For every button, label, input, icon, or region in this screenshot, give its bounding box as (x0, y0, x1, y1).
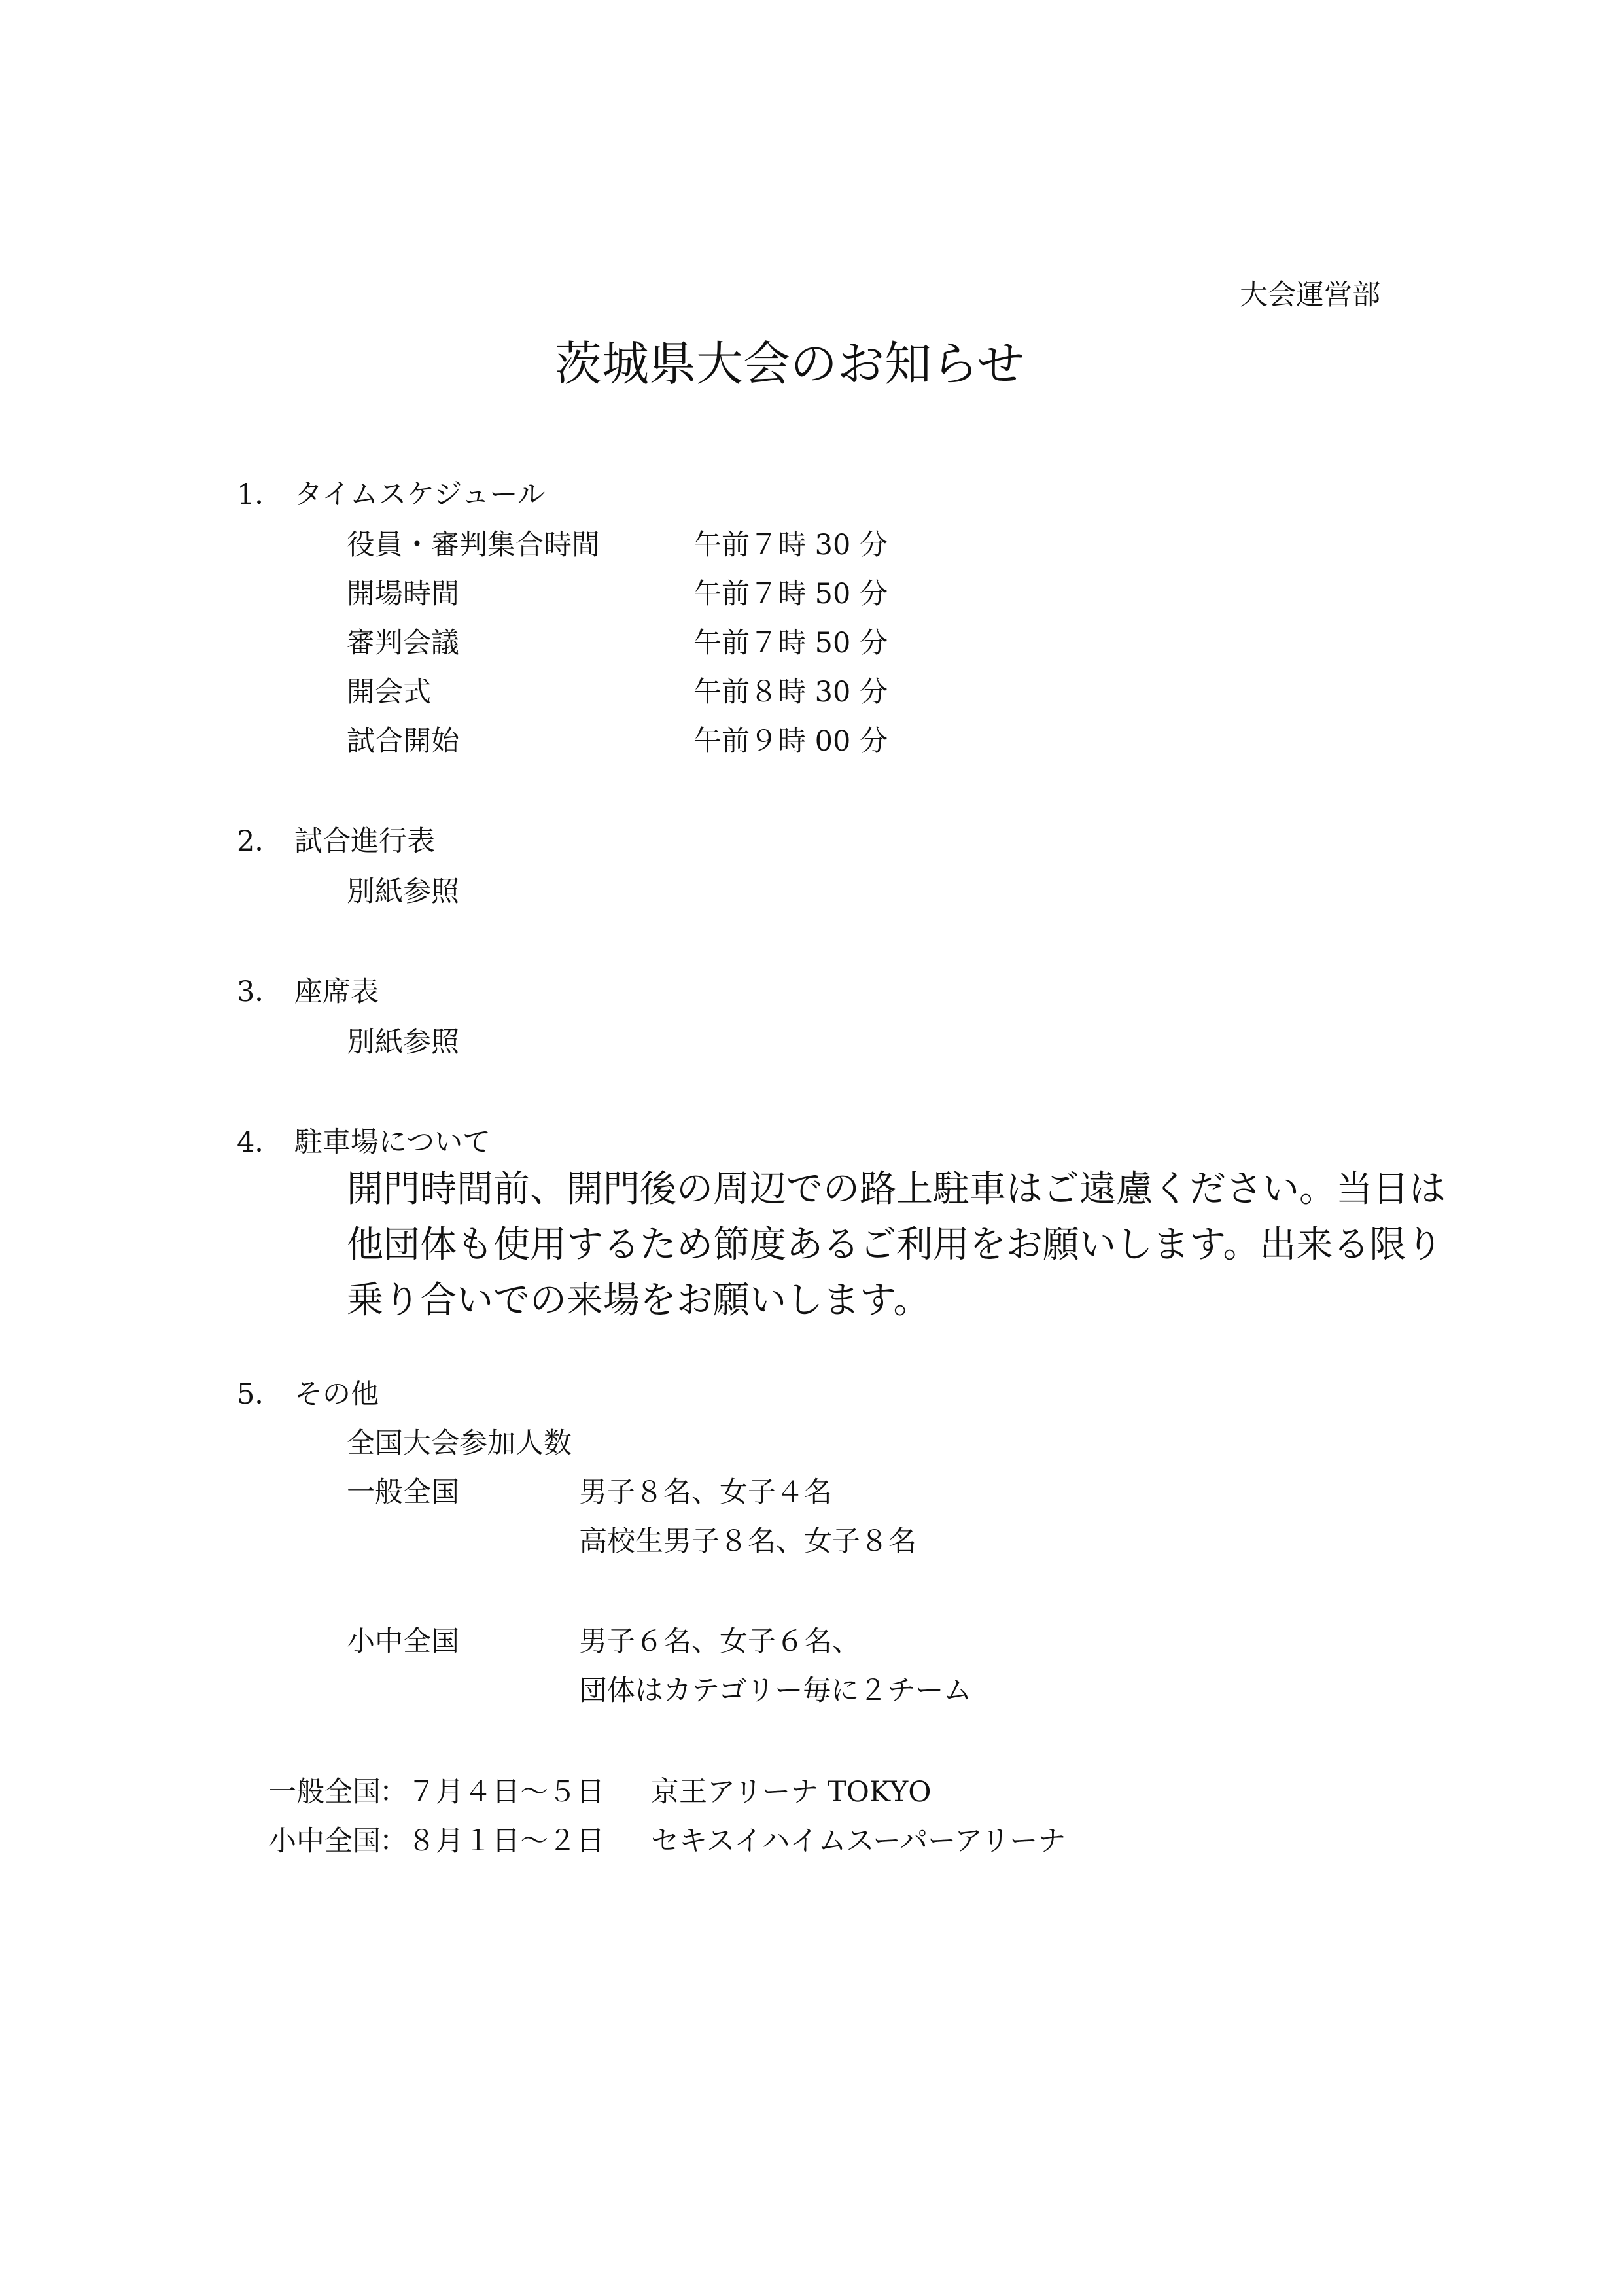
section5-title: その他 (294, 1378, 379, 1411)
event-date: ：８月１日～２日 (379, 1825, 604, 1858)
group-detail: 男子６名、女子６名、 (579, 1625, 860, 1658)
event-venue: 京王アリーナ TOKYO (651, 1776, 932, 1809)
group-label: 一般全国 (347, 1476, 459, 1509)
department-label: 大会運営部 (1240, 279, 1380, 311)
event-date: ：７月４日～５日 (379, 1776, 604, 1809)
section1-title: タイムスケジュール (294, 478, 546, 511)
event-label: 一般全国 (268, 1776, 381, 1809)
schedule-label: 開会式 (347, 676, 431, 709)
schedule-time: 午前７時 30 分 (693, 529, 888, 561)
schedule-label: 試合開始 (347, 725, 459, 758)
schedule-label: 開場時間 (347, 578, 459, 610)
schedule-label: 審判会議 (347, 627, 459, 660)
participants-subtitle: 全国大会参加人数 (347, 1427, 572, 1460)
group-label: 小中全国 (347, 1625, 459, 1658)
page-title: 茨城県大会のお知らせ (555, 336, 1024, 391)
parking-notice-line: 開門時間前、開門後の周辺での路上駐車はご遠慮ください。当日は (347, 1168, 1446, 1210)
schedule-time: 午前９時 00 分 (693, 725, 888, 758)
section1-number: 1． (237, 478, 283, 511)
section5-number: 5． (237, 1378, 283, 1411)
parking-notice-line: 他団体も使用するため節度あるご利用をお願いします。出来る限り (347, 1224, 1443, 1266)
schedule-time: 午前７時 50 分 (693, 627, 888, 660)
schedule-time: 午前７時 50 分 (693, 578, 888, 610)
group-detail: 男子８名、女子４名 (579, 1476, 832, 1509)
section2-title: 試合進行表 (294, 825, 435, 858)
section4-title: 駐車場について (294, 1126, 491, 1159)
section4-number: 4． (237, 1126, 283, 1159)
section3-note: 別紙参照 (347, 1026, 459, 1059)
schedule-time: 午前８時 30 分 (693, 676, 888, 709)
section2-note: 別紙参照 (347, 875, 459, 908)
parking-notice-line: 乗り合いでの来場をお願いします。 (347, 1279, 930, 1322)
event-venue: セキスイハイムスーパーアリーナ (651, 1825, 1066, 1858)
section2-number: 2． (237, 825, 283, 858)
group-detail: 高校生男子８名、女子８名 (579, 1525, 916, 1558)
event-label: 小中全国 (268, 1825, 381, 1858)
section3-number: 3． (237, 976, 283, 1008)
section3-title: 座席表 (294, 976, 379, 1008)
group-detail: 団体はカテゴリー毎に２チーム (579, 1674, 972, 1707)
schedule-label: 役員・審判集合時間 (347, 529, 600, 561)
